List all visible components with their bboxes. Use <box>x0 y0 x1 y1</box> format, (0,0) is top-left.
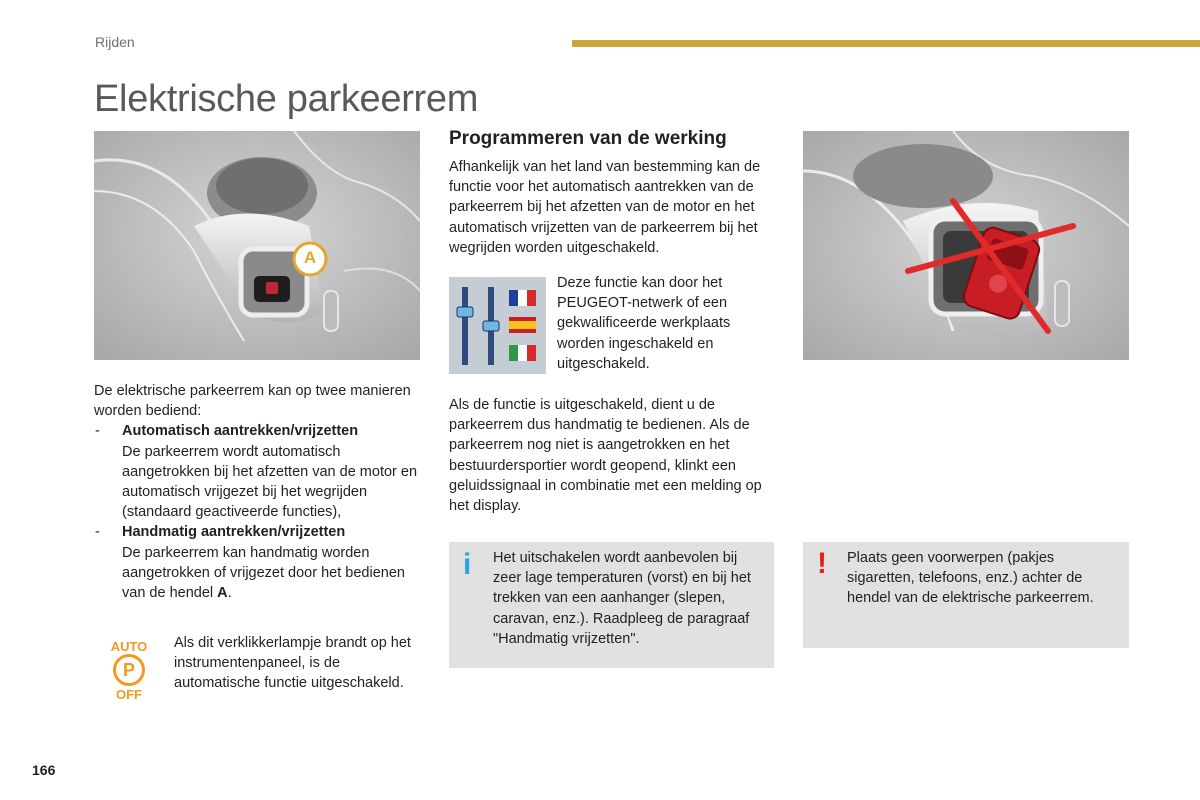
list-dash: - <box>95 524 100 541</box>
info-note-text: Het uitschakelen wordt aanbevolen bij zeer lage temperaturen (vorst) en bij het trekken van een aanhanger (slepen, caravan, enz.). Raadpleeg de paragraaf "Handmatig vrijzetten". <box>493 550 751 647</box>
list-item-text <box>122 543 424 604</box>
auto-parking-brake-off-warning-lamp-icon <box>104 640 154 704</box>
list-item <box>94 522 424 603</box>
dealer-text: Deze functie kan door het PEUGEOT-netwerk of een gekwalificeerde werkplaats worden ingeschakeld en uitgeschakeld. <box>557 275 731 372</box>
list-item-heading: Automatisch aantrekken/vrijzetten <box>122 423 359 440</box>
lever-reference: A <box>217 585 228 602</box>
lamp-description: Als dit verklikkerlampje brandt op het instrumentenpaneel, is de automatische functie uitgeschakeld. <box>174 635 411 692</box>
lamp-p-symbol: P <box>113 654 145 686</box>
list-item-text: De parkeerrem wordt automatisch aangetrokken bij het afzetten van de motor en automatisch vrijgezet bij het wegrijden (standaard geactiveerde functies), <box>122 443 418 521</box>
list-item-text-part: De parkeerrem kan handmatig worden aangetrokken of vrijgezet door het bedienen van de hendel <box>122 544 405 602</box>
page-number: 166 <box>32 762 56 778</box>
section-label: Rijden <box>95 34 135 50</box>
programming-paragraph: Afhankelijk van het land van bestemming kan de functie voor het automatisch aantrekken van de parkeerrem bij het afzetten van de motor en het automatisch vrijzetten van de parkeerrem bij het wegrijden worden uitgeschakeld. <box>449 159 761 256</box>
intro-text: De elektrische parkeerrem kan op twee manieren worden bediend: <box>94 383 411 420</box>
left-column-text <box>94 381 424 603</box>
section-heading: Programmeren van de werking <box>449 128 727 149</box>
info-icon: i <box>463 548 472 581</box>
disabled-function-paragraph: Als de functie is uitgeschakeld, dient u de parkeerrem dus handmatig te bedienen. Als de parkeerrem nog niet is aangetrokken en het bestuurdersportier wordt geopend, klinkt een geluidssignaal in combinatie met een melding op het display. <box>449 397 762 515</box>
dealer-configuration-icon <box>449 277 546 374</box>
no-objects-behind-lever-illustration <box>803 131 1129 360</box>
warning-note <box>803 542 1129 648</box>
parking-brake-lever-illustration <box>94 131 420 360</box>
header-rule <box>572 40 1200 47</box>
list-dash: - <box>95 423 100 440</box>
warning-note-text: Plaats geen voorwerpen (pakjes sigaretten, telefoons, enz.) achter de hendel van de elektrische parkeerrem. <box>847 550 1094 607</box>
list-item-text-end: . <box>227 585 232 602</box>
lamp-auto-label: AUTO <box>110 639 148 654</box>
info-note <box>449 542 774 668</box>
warning-icon: ! <box>817 547 827 580</box>
list-item-heading: Handmatig aantrekken/vrijzetten <box>122 524 346 541</box>
lever-callout-a: A <box>303 248 317 267</box>
list-item <box>94 421 424 522</box>
page-title: Elektrische parkeerrem <box>94 78 479 120</box>
lamp-off-label: OFF <box>116 687 142 702</box>
